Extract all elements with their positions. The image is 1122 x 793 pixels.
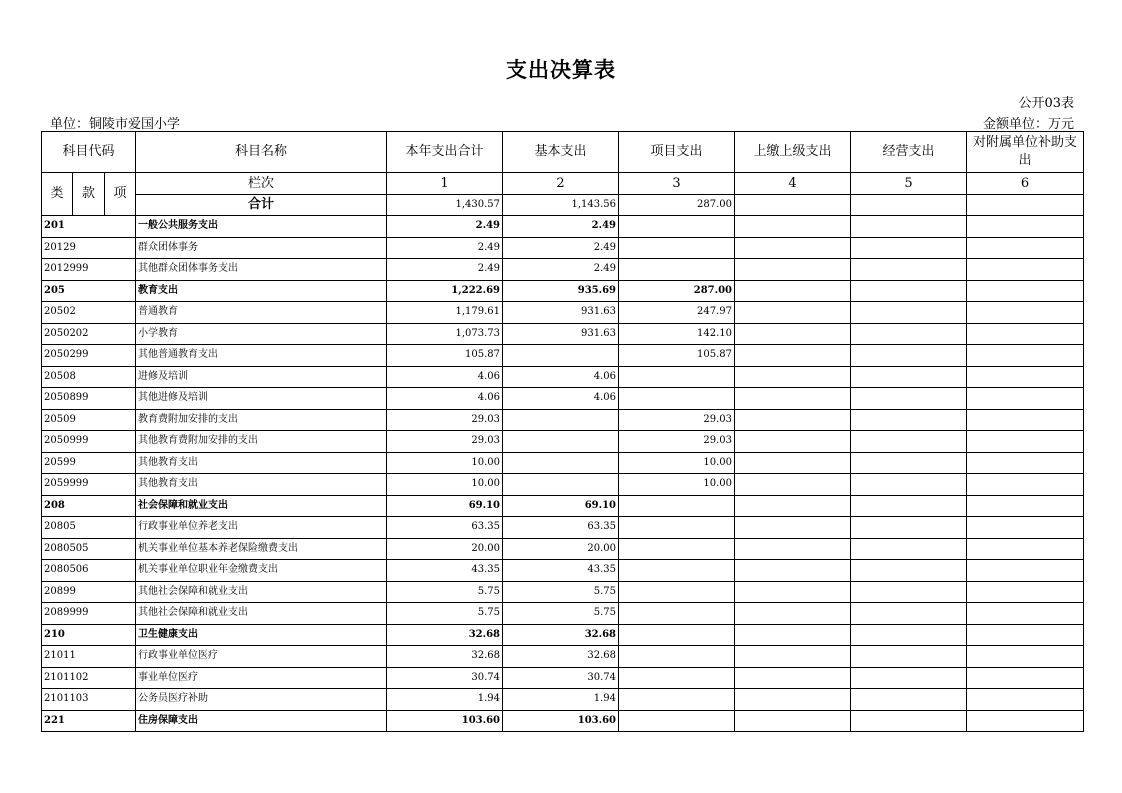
table-row — [42, 689, 1084, 711]
row-project — [619, 237, 735, 259]
row-name: 进修及培训 — [136, 366, 387, 388]
row-business — [851, 323, 967, 345]
row-name: 教育费附加安排的支出 — [136, 409, 387, 431]
row-project — [619, 667, 735, 689]
row-subsidiary — [967, 259, 1084, 281]
header-business: 经营支出 — [851, 132, 967, 173]
row-upper — [735, 345, 851, 367]
row-subsidiary — [967, 388, 1084, 410]
table-row — [42, 538, 1084, 560]
row-basic: 4.06 — [503, 388, 619, 410]
table-row — [42, 495, 1084, 517]
row-total: 43.35 — [387, 560, 503, 582]
row-upper — [735, 538, 851, 560]
row-code: 2101103 — [42, 689, 136, 711]
row-code: 2012999 — [42, 259, 136, 281]
row-subsidiary — [967, 431, 1084, 453]
row-total: 5.75 — [387, 603, 503, 625]
row-project — [619, 624, 735, 646]
row-total: 4.06 — [387, 388, 503, 410]
row-total: 32.68 — [387, 624, 503, 646]
row-total: 103.60 — [387, 710, 503, 732]
row-name: 其他社会保障和就业支出 — [136, 603, 387, 625]
row-business — [851, 345, 967, 367]
row-upper — [735, 495, 851, 517]
row-subsidiary — [967, 409, 1084, 431]
row-upper — [735, 624, 851, 646]
row-code: 20899 — [42, 581, 136, 603]
table-row — [42, 323, 1084, 345]
row-code: 20502 — [42, 302, 136, 324]
row-code: 20509 — [42, 409, 136, 431]
row-project: 29.03 — [619, 431, 735, 453]
summary-project: 287.00 — [619, 195, 735, 216]
row-code: 201 — [42, 216, 136, 238]
header-row — [42, 132, 1084, 173]
row-name: 住房保障支出 — [136, 710, 387, 732]
row-upper — [735, 603, 851, 625]
row-code: 2059999 — [42, 474, 136, 496]
row-code: 2101102 — [42, 667, 136, 689]
table-row — [42, 431, 1084, 453]
row-upper — [735, 259, 851, 281]
row-basic: 1.94 — [503, 689, 619, 711]
unit-label: 单位：铜陵市爱国小学 — [50, 117, 181, 132]
header-total: 本年支出合计 — [387, 132, 503, 173]
row-project — [619, 259, 735, 281]
row-basic: 69.10 — [503, 495, 619, 517]
row-code: 2050999 — [42, 431, 136, 453]
row-name: 一般公共服务支出 — [136, 216, 387, 238]
row-basic: 931.63 — [503, 302, 619, 324]
row-code: 2050299 — [42, 345, 136, 367]
summary-label: 合计 — [136, 195, 387, 216]
table-row — [42, 646, 1084, 668]
column-number: 1 — [387, 173, 503, 195]
row-name: 其他群众团体事务支出 — [136, 259, 387, 281]
row-project: 142.10 — [619, 323, 735, 345]
row-total: 10.00 — [387, 452, 503, 474]
row-code: 2080505 — [42, 538, 136, 560]
row-basic — [503, 409, 619, 431]
row-basic: 30.74 — [503, 667, 619, 689]
row-project: 10.00 — [619, 474, 735, 496]
row-project: 10.00 — [619, 452, 735, 474]
table-row — [42, 388, 1084, 410]
row-business — [851, 667, 967, 689]
row-total: 29.03 — [387, 431, 503, 453]
row-name: 卫生健康支出 — [136, 624, 387, 646]
column-number: 3 — [619, 173, 735, 195]
table-row — [42, 280, 1084, 302]
row-subsidiary — [967, 646, 1084, 668]
row-business — [851, 603, 967, 625]
summary-business — [851, 195, 967, 216]
row-name: 其他教育费附加安排的支出 — [136, 431, 387, 453]
row-basic: 32.68 — [503, 624, 619, 646]
row-subsidiary — [967, 366, 1084, 388]
row-total: 63.35 — [387, 517, 503, 539]
table-row — [42, 409, 1084, 431]
row-name: 社会保障和就业支出 — [136, 495, 387, 517]
row-name: 公务员医疗补助 — [136, 689, 387, 711]
row-project: 105.87 — [619, 345, 735, 367]
row-business — [851, 431, 967, 453]
header-code: 科目代码 — [42, 132, 136, 173]
row-upper — [735, 388, 851, 410]
row-upper — [735, 431, 851, 453]
row-subsidiary — [967, 560, 1084, 582]
header-name: 科目名称 — [136, 132, 387, 173]
row-project: 287.00 — [619, 280, 735, 302]
column-number: 5 — [851, 173, 967, 195]
row-code: 210 — [42, 624, 136, 646]
column-number: 4 — [735, 173, 851, 195]
row-upper — [735, 280, 851, 302]
row-basic: 63.35 — [503, 517, 619, 539]
row-subsidiary — [967, 517, 1084, 539]
row-upper — [735, 366, 851, 388]
row-basic: 103.60 — [503, 710, 619, 732]
row-total: 2.49 — [387, 216, 503, 238]
row-code: 20805 — [42, 517, 136, 539]
row-basic: 20.00 — [503, 538, 619, 560]
header-project: 项目支出 — [619, 132, 735, 173]
row-business — [851, 409, 967, 431]
row-business — [851, 560, 967, 582]
row-upper — [735, 517, 851, 539]
row-code: 221 — [42, 710, 136, 732]
row-business — [851, 366, 967, 388]
row-total: 20.00 — [387, 538, 503, 560]
row-basic: 5.75 — [503, 581, 619, 603]
row-subsidiary — [967, 237, 1084, 259]
row-name: 机关事业单位基本养老保险缴费支出 — [136, 538, 387, 560]
row-business — [851, 259, 967, 281]
row-total: 5.75 — [387, 581, 503, 603]
row-basic: 5.75 — [503, 603, 619, 625]
row-total: 30.74 — [387, 667, 503, 689]
row-subsidiary — [967, 323, 1084, 345]
form-number: 公开03表 — [1018, 96, 1074, 111]
row-basic: 32.68 — [503, 646, 619, 668]
row-project — [619, 366, 735, 388]
row-total: 4.06 — [387, 366, 503, 388]
row-name: 其他进修及培训 — [136, 388, 387, 410]
row-project: 247.97 — [619, 302, 735, 324]
row-basic: 43.35 — [503, 560, 619, 582]
row-code: 20599 — [42, 452, 136, 474]
table-row — [42, 581, 1084, 603]
table-row — [42, 624, 1084, 646]
row-total: 2.49 — [387, 237, 503, 259]
row-project — [619, 560, 735, 582]
row-project — [619, 517, 735, 539]
row-subsidiary — [967, 452, 1084, 474]
row-subsidiary — [967, 581, 1084, 603]
row-project — [619, 710, 735, 732]
row-subsidiary — [967, 603, 1084, 625]
row-total: 105.87 — [387, 345, 503, 367]
header-basic: 基本支出 — [503, 132, 619, 173]
column-number: 2 — [503, 173, 619, 195]
row-code: 208 — [42, 495, 136, 517]
row-business — [851, 517, 967, 539]
row-code: 205 — [42, 280, 136, 302]
table-row — [42, 667, 1084, 689]
column-number-row — [42, 173, 1084, 195]
row-upper — [735, 216, 851, 238]
row-business — [851, 538, 967, 560]
row-name: 普通教育 — [136, 302, 387, 324]
table-row — [42, 710, 1084, 732]
row-business — [851, 689, 967, 711]
table-row — [42, 366, 1084, 388]
table-row — [42, 603, 1084, 625]
row-project — [619, 538, 735, 560]
row-project: 29.03 — [619, 409, 735, 431]
row-subsidiary — [967, 280, 1084, 302]
header-upper: 上缴上级支出 — [735, 132, 851, 173]
row-total: 32.68 — [387, 646, 503, 668]
row-subsidiary — [967, 302, 1084, 324]
row-name: 行政事业单位养老支出 — [136, 517, 387, 539]
row-project — [619, 495, 735, 517]
row-business — [851, 302, 967, 324]
row-name: 群众团体事务 — [136, 237, 387, 259]
row-basic — [503, 474, 619, 496]
row-project — [619, 388, 735, 410]
row-total: 29.03 — [387, 409, 503, 431]
header-lei: 类 — [42, 173, 73, 216]
row-business — [851, 624, 967, 646]
row-project — [619, 689, 735, 711]
row-code: 20508 — [42, 366, 136, 388]
row-subsidiary — [967, 624, 1084, 646]
row-name: 机关事业单位职业年金缴费支出 — [136, 560, 387, 582]
row-name: 其他社会保障和就业支出 — [136, 581, 387, 603]
row-upper — [735, 323, 851, 345]
amount-unit: 金额单位：万元 — [982, 117, 1074, 132]
row-upper — [735, 710, 851, 732]
row-basic: 931.63 — [503, 323, 619, 345]
table-row — [42, 517, 1084, 539]
expenditure-table — [41, 131, 1084, 732]
row-project — [619, 646, 735, 668]
row-business — [851, 452, 967, 474]
row-code: 2089999 — [42, 603, 136, 625]
row-subsidiary — [967, 667, 1084, 689]
row-name: 其他教育支出 — [136, 474, 387, 496]
table-row — [42, 237, 1084, 259]
row-subsidiary — [967, 495, 1084, 517]
row-upper — [735, 667, 851, 689]
row-code: 21011 — [42, 646, 136, 668]
row-code: 2080506 — [42, 560, 136, 582]
page-title: 支出决算表 — [506, 58, 616, 82]
row-total: 2.49 — [387, 259, 503, 281]
table-row — [42, 302, 1084, 324]
table-row — [42, 216, 1084, 238]
summary-total: 1,430.57 — [387, 195, 503, 216]
row-total: 1,222.69 — [387, 280, 503, 302]
row-code: 2050202 — [42, 323, 136, 345]
row-upper — [735, 302, 851, 324]
row-basic: 2.49 — [503, 259, 619, 281]
row-name: 教育支出 — [136, 280, 387, 302]
header-subsidiary: 对附属单位补助支出 — [967, 132, 1084, 173]
row-code: 2050899 — [42, 388, 136, 410]
row-basic — [503, 345, 619, 367]
row-business — [851, 581, 967, 603]
summary-basic: 1,143.56 — [503, 195, 619, 216]
row-basic — [503, 431, 619, 453]
table-row — [42, 560, 1084, 582]
row-name: 行政事业单位医疗 — [136, 646, 387, 668]
row-basic: 2.49 — [503, 237, 619, 259]
row-total: 10.00 — [387, 474, 503, 496]
row-total: 69.10 — [387, 495, 503, 517]
row-name: 其他教育支出 — [136, 452, 387, 474]
row-project — [619, 581, 735, 603]
table-row — [42, 345, 1084, 367]
row-total: 1,073.73 — [387, 323, 503, 345]
header-kuan: 款 — [73, 173, 105, 216]
row-subsidiary — [967, 710, 1084, 732]
row-business — [851, 646, 967, 668]
summary-row — [42, 195, 1084, 216]
row-name: 事业单位医疗 — [136, 667, 387, 689]
row-business — [851, 495, 967, 517]
row-total: 1.94 — [387, 689, 503, 711]
row-name: 小学教育 — [136, 323, 387, 345]
row-upper — [735, 581, 851, 603]
row-basic: 2.49 — [503, 216, 619, 238]
row-basic — [503, 452, 619, 474]
header-xiang: 项 — [105, 173, 136, 216]
row-business — [851, 388, 967, 410]
row-basic: 4.06 — [503, 366, 619, 388]
row-upper — [735, 409, 851, 431]
header-lanci: 栏次 — [136, 173, 387, 195]
row-business — [851, 216, 967, 238]
row-upper — [735, 689, 851, 711]
column-number: 6 — [967, 173, 1084, 195]
row-upper — [735, 452, 851, 474]
row-project — [619, 603, 735, 625]
summary-upper — [735, 195, 851, 216]
row-upper — [735, 474, 851, 496]
row-business — [851, 710, 967, 732]
row-subsidiary — [967, 474, 1084, 496]
row-name: 其他普通教育支出 — [136, 345, 387, 367]
row-business — [851, 474, 967, 496]
row-code: 20129 — [42, 237, 136, 259]
row-total: 1,179.61 — [387, 302, 503, 324]
row-subsidiary — [967, 345, 1084, 367]
row-subsidiary — [967, 538, 1084, 560]
row-upper — [735, 237, 851, 259]
table-row — [42, 452, 1084, 474]
row-upper — [735, 560, 851, 582]
row-business — [851, 280, 967, 302]
row-subsidiary — [967, 689, 1084, 711]
row-business — [851, 237, 967, 259]
table-row — [42, 474, 1084, 496]
row-subsidiary — [967, 216, 1084, 238]
row-basic: 935.69 — [503, 280, 619, 302]
row-upper — [735, 646, 851, 668]
table-row — [42, 259, 1084, 281]
row-project — [619, 216, 735, 238]
summary-subsidiary — [967, 195, 1084, 216]
